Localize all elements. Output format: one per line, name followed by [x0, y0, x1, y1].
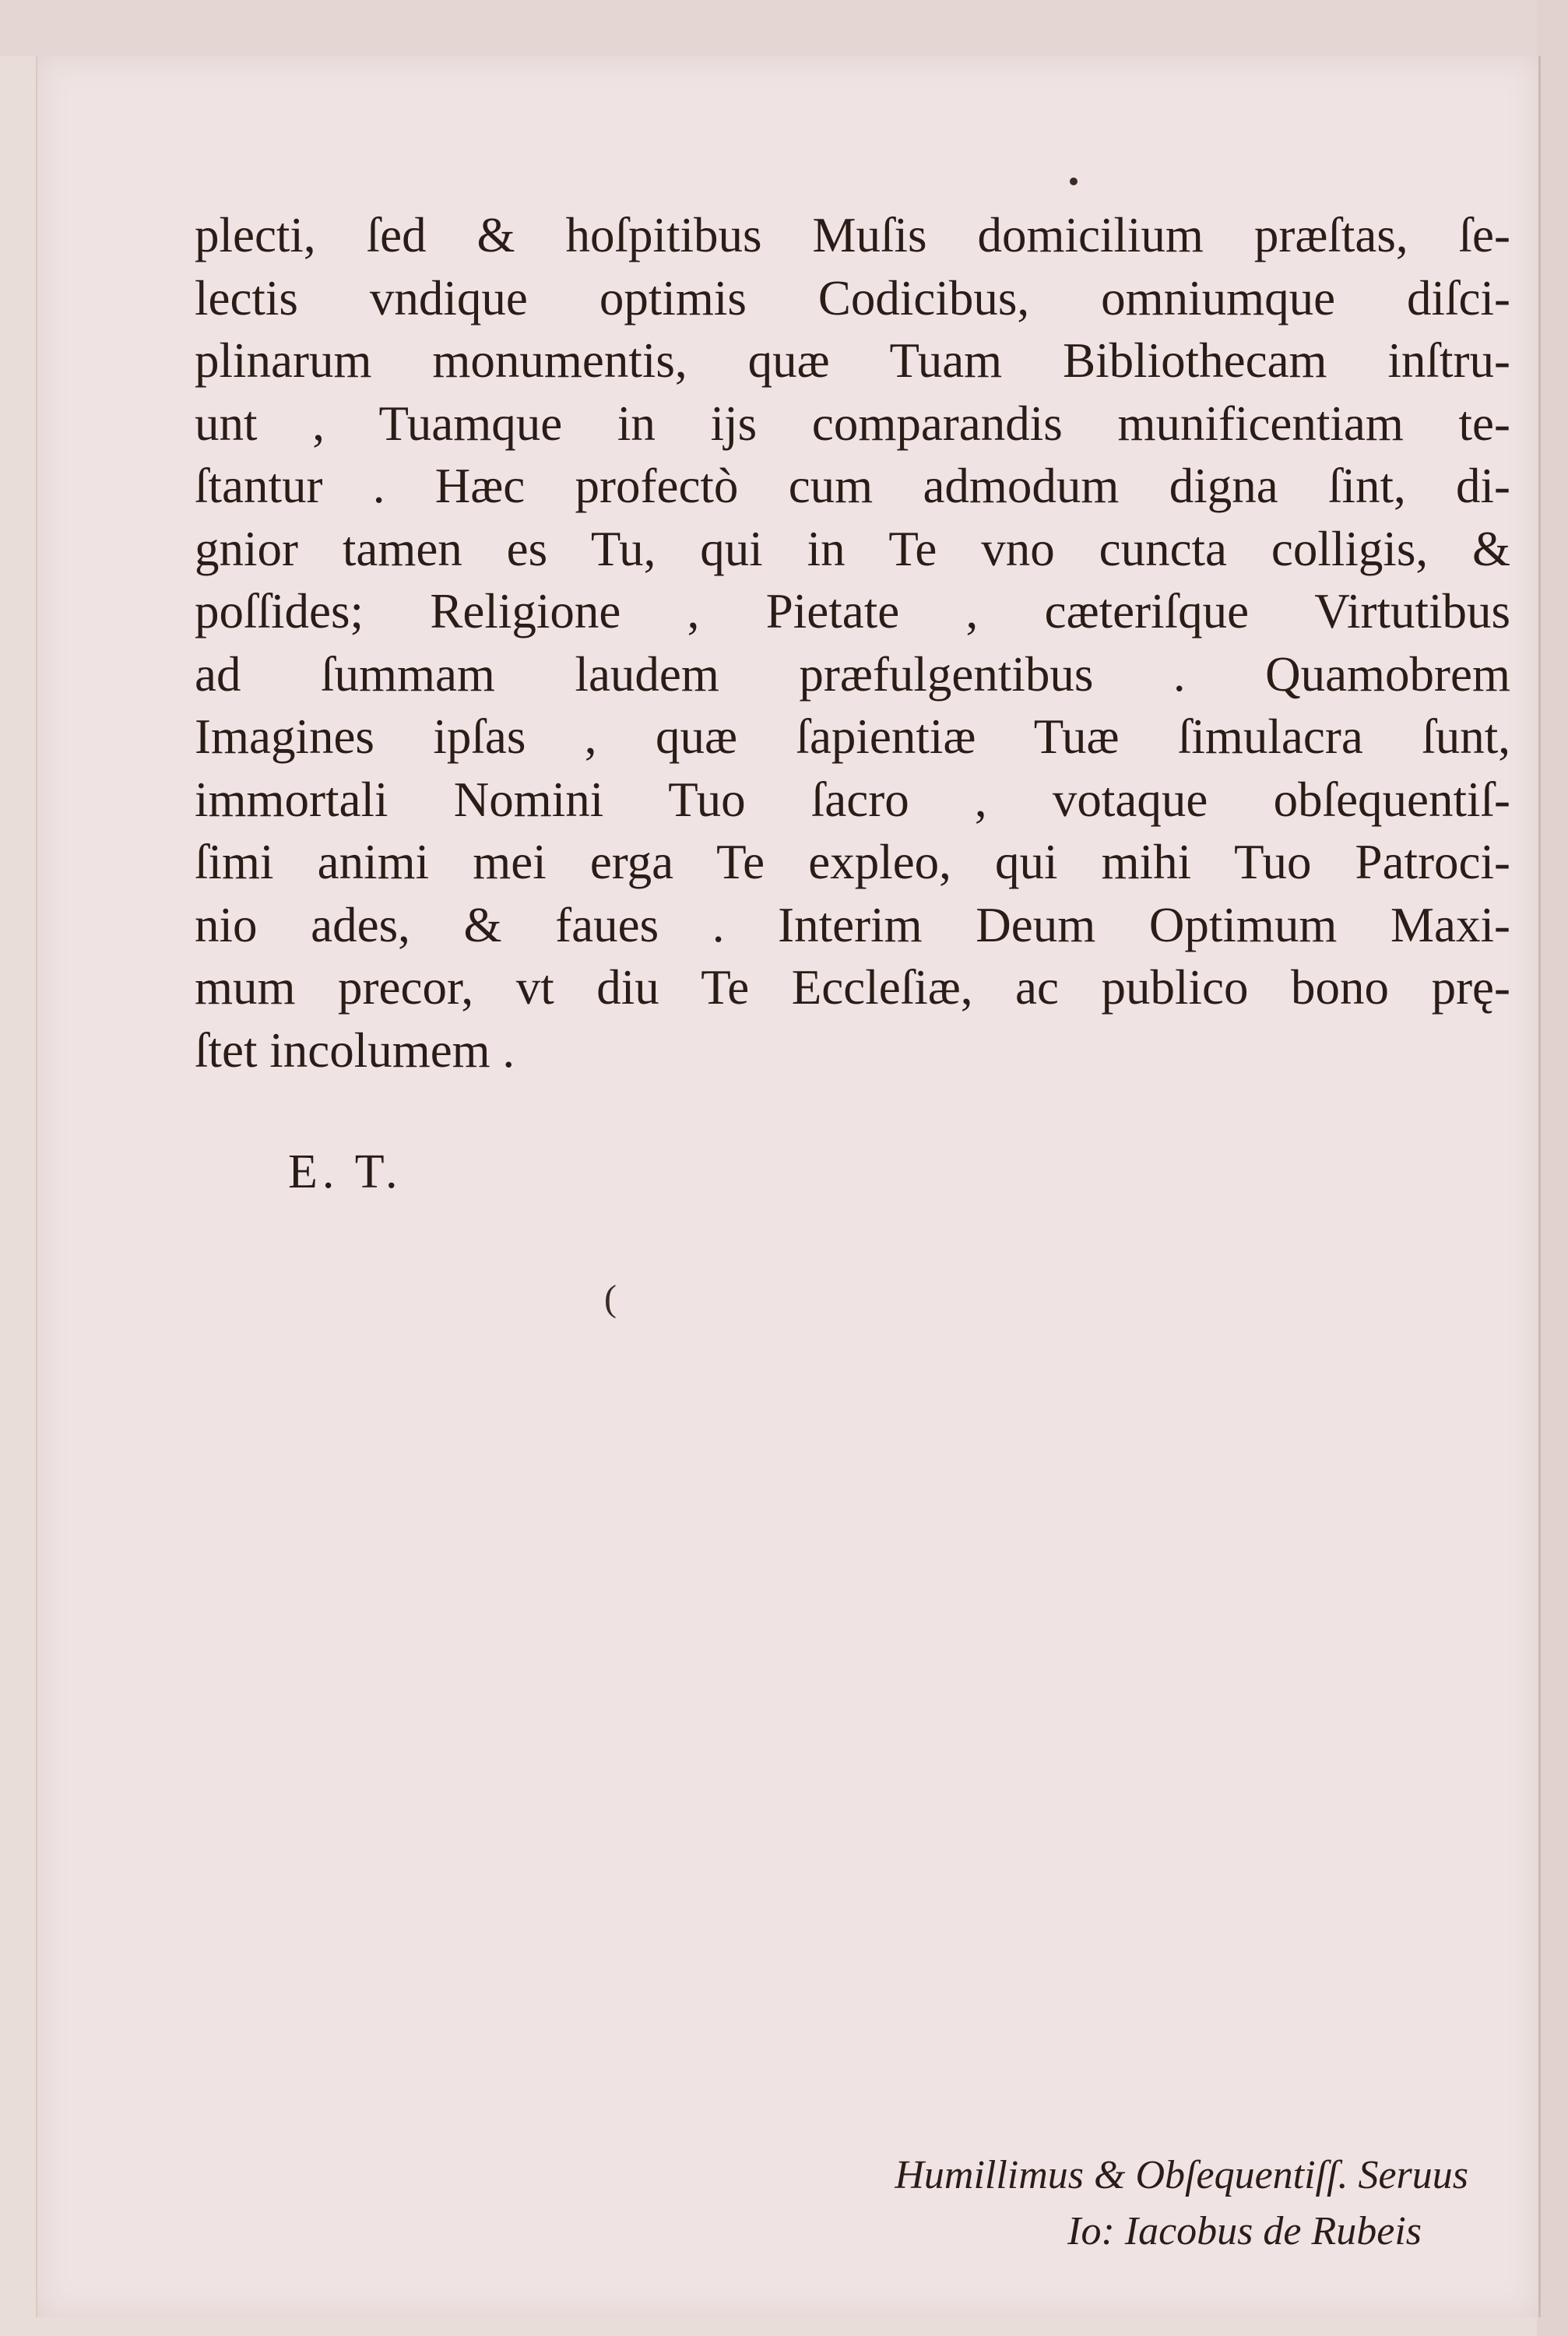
- text-line: ad ſummam laudem præfulgentibus . Quamobrem: [195, 646, 1510, 702]
- right-margin: [1537, 0, 1568, 2336]
- text-line: gnior tamen es Tu, qui in Te vno cuncta colligis, &: [195, 521, 1510, 576]
- author-initials: E. T.: [288, 1145, 403, 1198]
- signature-line-2: Io: Iacobus de Rubeis: [1067, 2209, 1422, 2253]
- signature-line-1: Humillimus & Obſequentiſſ. Seruus: [895, 2153, 1468, 2197]
- ink-speck: [1070, 178, 1078, 185]
- text-line: immortali Nomini Tuo ſacro , votaque obſequentiſ-: [195, 772, 1510, 827]
- text-line: nio ades, & faues . Interim Deum Optimum Maxi-: [195, 897, 1510, 952]
- text-line: ſtet incolumem .: [195, 1022, 515, 1078]
- signature-block: [895, 2148, 1468, 2260]
- text-line: lectis vndique optimis Codicibus, omniumque diſci-: [195, 270, 1510, 325]
- text-line: ſtantur . Hæc profectò cum admodum digna ſint, di-: [195, 459, 1510, 513]
- text-line: unt , Tuamque in ijs comparandis munificentiam te-: [195, 396, 1510, 451]
- text-line: ſimi animi mei erga Te expleo, qui mihi Tuo Patroci-: [195, 835, 1510, 889]
- stray-mark: (: [604, 1278, 617, 1319]
- text-line: plecti, ſed & hoſpitibus Muſis domicilium præſtas, ſe-: [195, 208, 1510, 262]
- text-line: plinarum monumentis, quæ Tuam Bibliothecam inſtru-: [195, 333, 1510, 388]
- text-line: mum precor, vt diu Te Eccleſiæ, ac publico bono prę-: [195, 960, 1510, 1015]
- top-margin: [0, 0, 1568, 56]
- text-line: poſſides; Religione , Pietate , cæteriſque Virtutibus: [195, 584, 1510, 639]
- text-line: Imagines ipſas , quæ ſapientiæ Tuæ ſimulacra ſunt,: [195, 709, 1510, 764]
- body-text: [195, 204, 1510, 1082]
